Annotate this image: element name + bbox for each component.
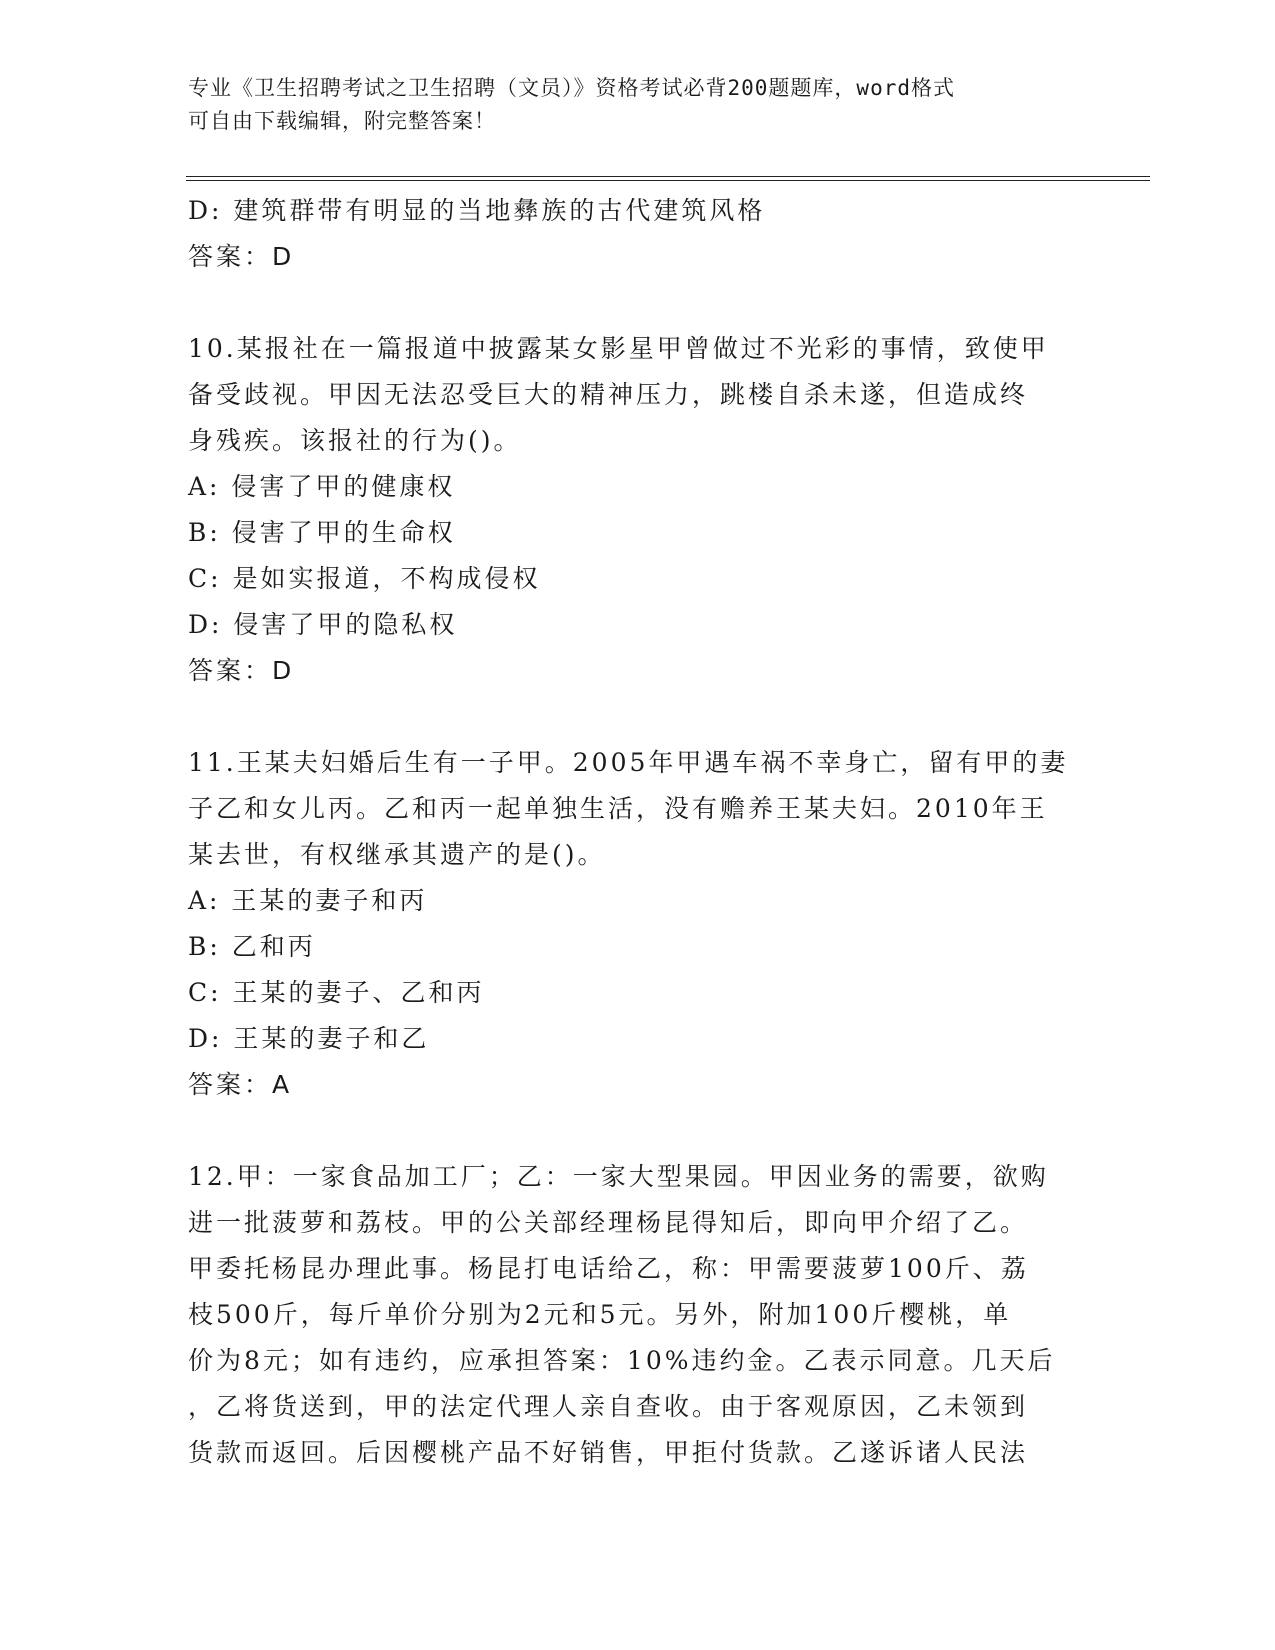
- question-10: [188, 326, 1088, 694]
- option-d: D: 王某的妻子和乙: [188, 1024, 430, 1053]
- document-header: [188, 72, 1088, 138]
- question-stem-line: 子乙和女儿丙。乙和丙一起单独生活，没有赡养王某夫妇。2010年王: [188, 794, 1048, 823]
- question-stem-line: ，乙将货送到，甲的法定代理人亲自查收。由于客观原因，乙未领到: [188, 1392, 1029, 1421]
- question-stem-line: 价为8元；如有违约，应承担答案：10%违约金。乙表示同意。几天后: [188, 1346, 1056, 1375]
- question-stem-line: 枝500斤，每斤单价分别为2元和5元。另外，附加100斤樱桃，单: [188, 1300, 1012, 1329]
- question-stem-line: 备受歧视。甲因无法忍受巨大的精神压力，跳楼自杀未遂，但造成终: [188, 380, 1029, 409]
- question-stem-line: 进一批菠萝和荔枝。甲的公关部经理杨昆得知后，即向甲介绍了乙。: [188, 1208, 1029, 1237]
- answer-label: 答案：D: [188, 242, 295, 271]
- answer-label: 答案：A: [188, 1070, 293, 1099]
- option-c: C: 是如实报道，不构成侵权: [188, 564, 541, 593]
- option-c: C: 王某的妻子、乙和丙: [188, 978, 485, 1007]
- option-b: B: 侵害了甲的生命权: [188, 518, 456, 547]
- question-11: [188, 740, 1088, 1108]
- option-a: A: 王某的妻子和丙: [188, 886, 428, 915]
- header-divider-top: [186, 176, 1150, 177]
- header-title-line-1: 专业《卫生招聘考试之卫生招聘（文员）》资格考试必背200题题库，word格式: [188, 76, 955, 100]
- spacer: [188, 280, 1088, 326]
- option-d: D: 侵害了甲的隐私权: [188, 610, 458, 639]
- question-stem-line: 身残疾。该报社的行为()。: [188, 426, 522, 455]
- header-divider-bottom: [186, 180, 1150, 181]
- question-12: [188, 1154, 1088, 1476]
- question-stem-line: 某去世，有权继承其遗产的是()。: [188, 840, 606, 869]
- option-b: B: 乙和丙: [188, 932, 316, 961]
- question-stem-line: 12.甲：一家食品加工厂；乙：一家大型果园。甲因业务的需要，欲购: [188, 1162, 1049, 1191]
- option-a: A: 侵害了甲的健康权: [188, 472, 456, 501]
- question-stem-line: 甲委托杨昆办理此事。杨昆打电话给乙，称：甲需要菠萝100斤、荔: [188, 1254, 1029, 1283]
- previous-question-tail: [188, 188, 1088, 280]
- spacer: [188, 1108, 1088, 1154]
- question-stem-line: 11.王某夫妇婚后生有一子甲。2005年甲遇车祸不幸身亡，留有甲的妻: [188, 748, 1069, 777]
- question-stem-line: 10.某报社在一篇报道中披露某女影星甲曾做过不光彩的事情，致使甲: [188, 334, 1049, 363]
- spacer: [188, 694, 1088, 740]
- option-d: D: 建筑群带有明显的当地彝族的古代建筑风格: [188, 196, 766, 225]
- question-stem-line: 货款而返回。后因樱桃产品不好销售，甲拒付货款。乙遂诉诸人民法: [188, 1438, 1029, 1467]
- document-body: [188, 188, 1088, 1476]
- answer-label: 答案：D: [188, 656, 295, 685]
- header-title-line-2: 可自由下载编辑，附完整答案！: [188, 109, 496, 133]
